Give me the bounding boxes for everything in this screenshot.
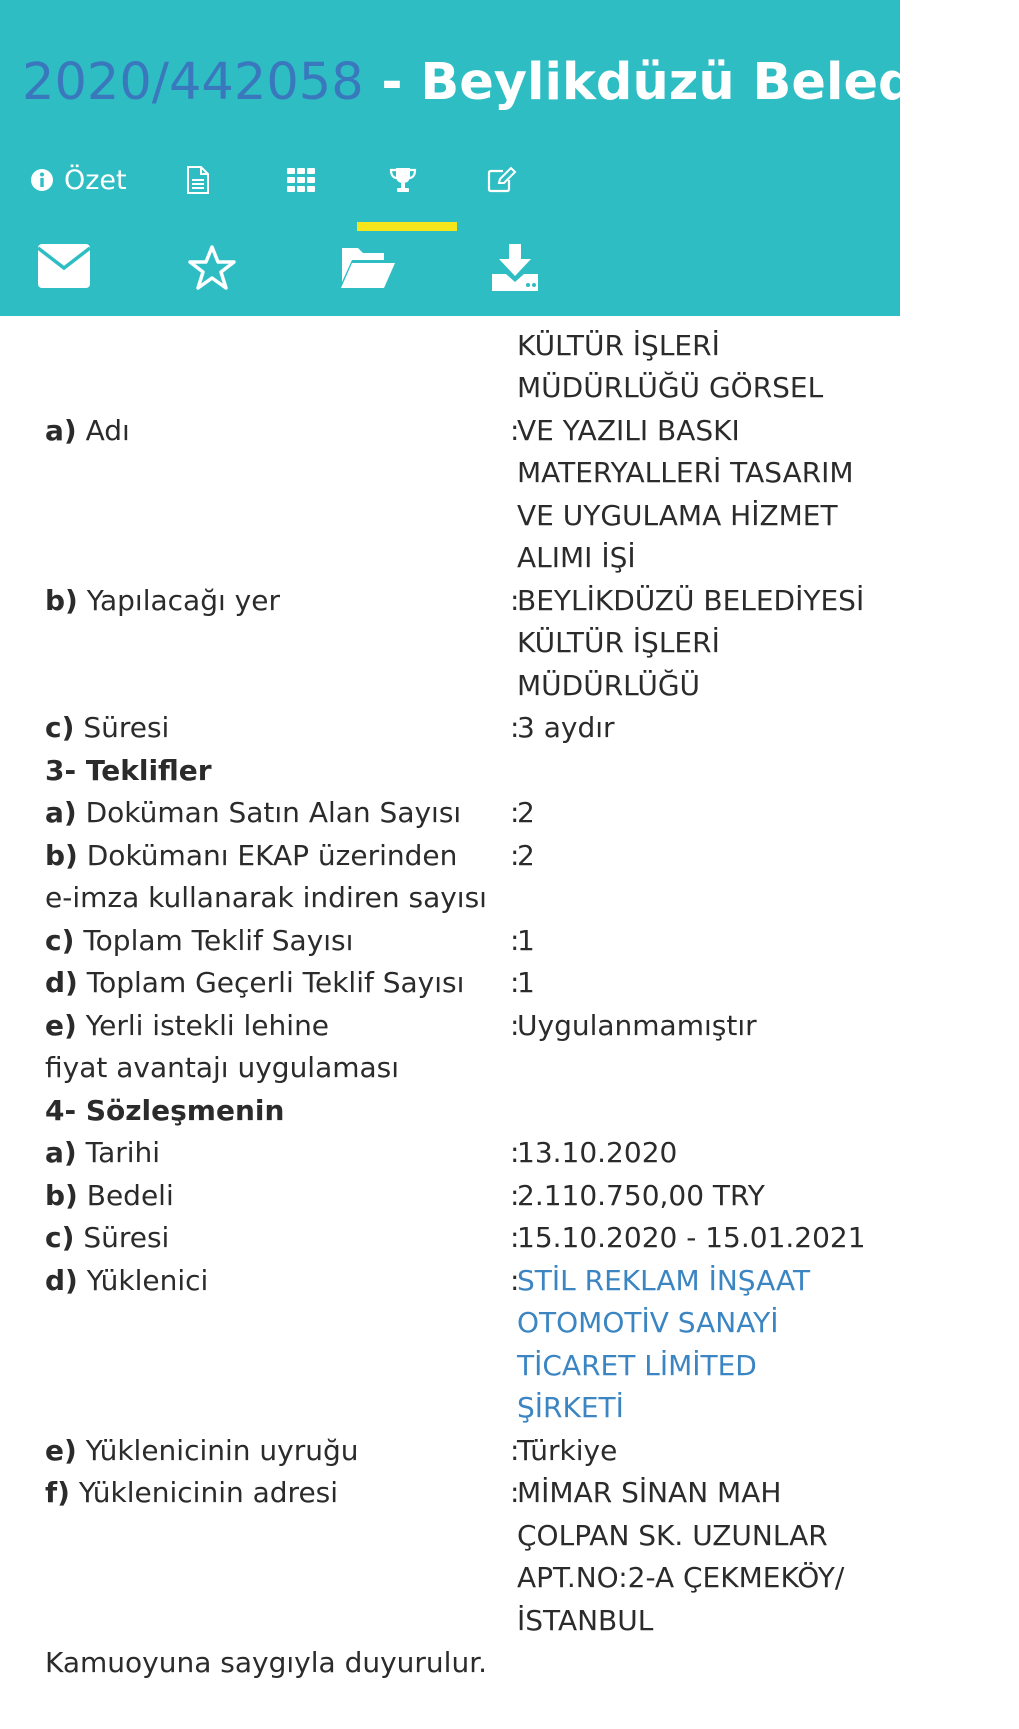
download-icon [490,277,540,296]
app-header [0,0,1019,316]
tab-bar [0,150,900,230]
field-key: c) [45,711,75,744]
value-line: MÜDÜRLÜĞÜ GÖRSEL [517,371,824,404]
contractor-link[interactable]: : STİL REKLAM İNŞAAT OTOMOTİV SANAYİ TİCARET LİMİTED ŞİRKETİ [510,1260,885,1430]
field-key: e) [45,1433,77,1467]
field-label: Tarihi [85,1136,161,1169]
field-row-adi: a) Adı KÜLTÜR İŞLERİ MÜDÜRLÜĞÜ GÖRSEL : VE YAZILI BASKI MATERYALLERİ TASARIM VE UYGULAMA HİZMET ALIMI İŞİ [45,325,885,580]
contractor-link-line[interactable]: STİL REKLAM İNŞAAT [517,1263,811,1297]
active-tab-indicator [357,222,457,231]
action-bar [0,244,900,304]
contractor-link-line[interactable]: OTOMOTİV SANAYİ [517,1306,779,1339]
value-line: VE YAZILI BASKI [517,413,740,447]
field-key: b) [45,1178,78,1212]
field-row-gecerli-teklif: d) Toplam Geçerli Teklif Sayısı : 1 [45,962,885,1005]
field-label: Yapılacağı yer [86,583,280,617]
value-line: 2 [517,838,535,872]
section-heading-sozlesme [45,1090,885,1133]
field-row-ekap: b) Dokümanı EKAP üzerinden : 2 [45,835,885,878]
field-label: Dokümanı EKAP üzerinden [86,838,458,872]
value-line: 15.10.2020 - 15.01.2021 [517,1221,866,1254]
value-line: 2 [517,796,535,829]
folder-button[interactable] [340,244,396,294]
info-icon [30,168,54,192]
value-line: Uygulanmamıştır [517,1008,757,1042]
value-line: KÜLTÜR İŞLERİ [517,328,720,362]
value-line: 2.110.750,00 TRY [517,1178,765,1212]
field-row-suresi: c) Süresi : 3 aydır [45,707,885,750]
field-row-tarihi: a) Tarihi : 13.10.2020 [45,1132,885,1175]
field-key: d) [45,1263,78,1297]
field-label: Yerli istekli lehine [85,1008,330,1042]
field-label: Yüklenicinin uyruğu [85,1433,359,1467]
mail-icon [38,273,90,292]
tab-ozet[interactable] [30,150,127,210]
tab-grid[interactable] [287,150,315,210]
closing-line [45,1642,885,1685]
announcement-body [45,300,885,1685]
field-row-dokuman-satin-alan: a) Doküman Satın Alan Sayısı : 2 [45,792,885,835]
field-key: b) [45,583,78,617]
field-row-yerli-istekli-cont [45,1047,885,1090]
star-icon [187,277,237,296]
field-row-bedeli: b) Bedeli : 2.110.750,00 TRY [45,1175,885,1218]
field-label: Yüklenicinin adresi [78,1476,339,1509]
field-label: Süresi [83,711,170,744]
contractor-link-line[interactable]: ŞİRKETİ [517,1391,624,1424]
contractor-link-line[interactable]: TİCARET LİMİTED [517,1348,757,1382]
field-key: a) [45,1136,77,1169]
section-title: 3- Teklifler [45,753,212,787]
field-label: Bedeli [86,1178,174,1212]
title-text: - Beylikdüzü Belediy... [363,53,1019,112]
value-line: 13.10.2020 [517,1136,678,1169]
value-line: Türkiye [517,1433,618,1467]
field-key: a) [45,413,77,447]
field-key: d) [45,966,78,999]
field-key: b) [45,838,78,872]
favorite-button[interactable] [187,244,237,296]
field-key: e) [45,1008,77,1042]
tender-id: 2020/442058 [22,53,364,112]
value-line: ALIMI İŞİ [517,541,636,574]
field-label: e-imza kullanarak indiren sayısı [45,881,487,914]
field-label: Toplam Geçerli Teklif Sayısı [86,966,465,999]
folder-open-icon [340,275,396,294]
field-key: c) [45,1221,75,1254]
field-label: Doküman Satın Alan Sayısı [85,796,462,829]
closing-text: Kamuoyuna saygıyla duyurulur. [45,1646,488,1679]
value-line: APT.NO:2-A ÇEKMEKÖY/ [517,1561,845,1594]
field-label: fiyat avantajı uygulaması [45,1051,400,1084]
value-line: İSTANBUL [517,1603,654,1637]
tab-result[interactable] [389,150,417,210]
value-line: BEYLİKDÜZÜ BELEDİYESİ [517,583,865,617]
value-line: KÜLTÜR İŞLERİ [517,626,720,659]
field-label: Toplam Teklif Sayısı [83,923,354,957]
field-row-ekap-cont [45,877,885,920]
value-line: 3 aydır [517,711,615,744]
field-key: f) [45,1476,70,1509]
field-row-sozlesme-suresi: c) Süresi : 15.10.2020 - 15.01.2021 [45,1217,885,1260]
value-line: MÜDÜRLÜĞÜ [517,668,701,702]
tab-ozet-label: Özet [64,164,127,196]
section-heading-teklifler [45,750,885,793]
value-line: ÇOLPAN SK. UZUNLAR [517,1518,828,1552]
trophy-icon [389,167,417,193]
download-button[interactable] [490,244,540,296]
edit-icon [487,167,517,193]
tab-edit[interactable] [487,150,517,210]
field-row-toplam-teklif: c) Toplam Teklif Sayısı : 1 [45,920,885,963]
field-label: Yüklenici [86,1263,209,1297]
value-line: 1 [517,923,535,957]
field-row-yuklenici [45,1260,885,1430]
value-line: 1 [517,966,535,999]
field-row-uyruk: e) Yüklenicinin uyruğu : Türkiye [45,1430,885,1473]
value-line: MATERYALLERİ TASARIM [517,456,854,489]
field-key: c) [45,923,75,957]
field-row-yerli-istekli: e) Yerli istekli lehine : Uygulanmamıştır [45,1005,885,1048]
field-row-yer: b) Yapılacağı yer : BEYLİKDÜZÜ BELEDİYESİ KÜLTÜR İŞLERİ MÜDÜRLÜĞÜ [45,580,885,708]
mail-button[interactable] [38,244,90,292]
value-line: VE UYGULAMA HİZMET [517,498,838,532]
field-label: Süresi [83,1221,170,1254]
value-line: MİMAR SİNAN MAH [517,1476,782,1509]
document-icon [186,166,210,194]
page-title [22,48,1019,118]
field-row-adres: f) Yüklenicinin adresi : MİMAR SİNAN MAH ÇOLPAN SK. UZUNLAR APT.NO:2-A ÇEKMEKÖY/ İSTANBUL [45,1472,885,1642]
field-label: Adı [85,413,130,447]
grid-icon [287,168,315,192]
section-title: 4- Sözleşmenin [45,1093,285,1127]
field-key: a) [45,796,77,829]
tab-document[interactable] [186,150,210,210]
